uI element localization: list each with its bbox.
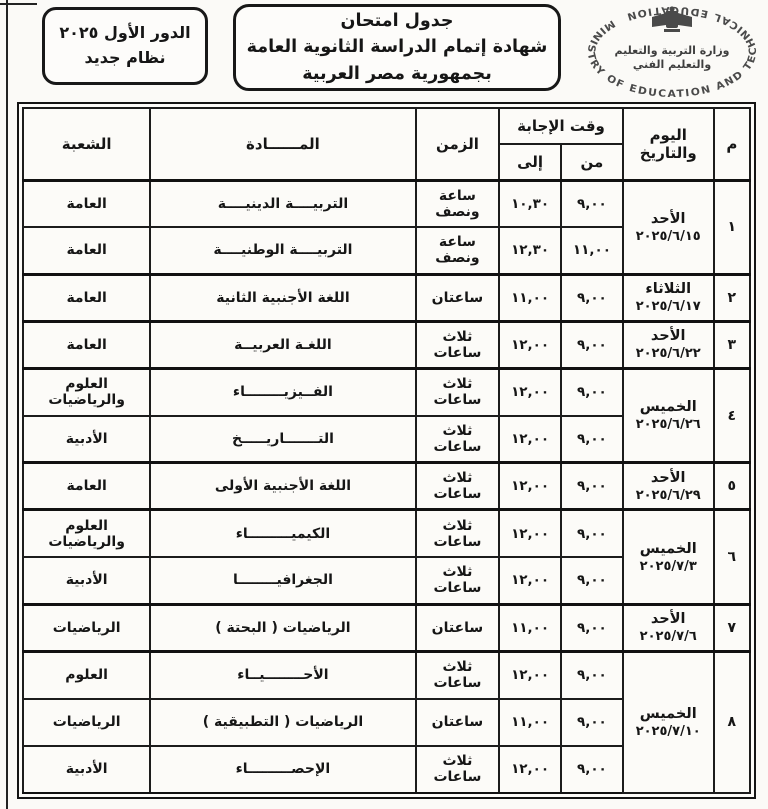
header-branch: الشعبة [23, 108, 150, 180]
page-frame-top-line [0, 3, 37, 5]
day-name: الأحد [650, 210, 686, 227]
duration-cell: ثلاث ساعات [416, 321, 500, 368]
duration-cell: ثلاث ساعات [416, 651, 500, 698]
to-cell: ١٢,٠٠ [499, 651, 561, 698]
from-cell: ٩,٠٠ [561, 604, 623, 651]
from-cell: ٩,٠٠ [561, 274, 623, 321]
from-cell: ٩,٠٠ [561, 510, 623, 557]
subject-cell: الفــيزيــــــــاء [150, 369, 415, 416]
duration-cell: ثلاث ساعات [416, 746, 500, 793]
serial-cell: ٧ [714, 604, 750, 651]
title-line2: شهادة إتمام الدراسة الثانوية العامة [246, 37, 548, 58]
session-line1: الدور الأول ٢٠٢٥ [59, 23, 191, 43]
to-cell: ١٢,٠٠ [499, 557, 561, 604]
header-day-date [623, 108, 714, 180]
day-name: الخميس [639, 540, 697, 557]
ministry-seal-svg [582, 2, 762, 102]
session-line2: نظام جديد [84, 48, 166, 67]
header-to: إلى [499, 144, 561, 180]
date-value: ٢٠٢٥/٧/٦ [639, 629, 697, 645]
subject-cell: التربيــــة الدينيــــة [150, 180, 415, 227]
duration-cell: ساعة ونصف [416, 227, 500, 274]
from-cell: ١١,٠٠ [561, 227, 623, 274]
branch-cell: العلوم والرياضيات [23, 510, 150, 557]
day-date-cell [623, 321, 714, 368]
day-date-cell [623, 510, 714, 604]
day-date-cell [623, 180, 714, 274]
subject-cell: التـــــــاريـــــخ [150, 416, 415, 463]
subject-cell: الكيميـــــــــاء [150, 510, 415, 557]
subject-cell: التربيــــة الوطنيــــة [150, 227, 415, 274]
branch-cell: العامة [23, 227, 150, 274]
day-date-cell [623, 463, 714, 510]
subject-cell: الرياضيات ( التطبيقية ) [150, 699, 415, 746]
duration-cell: ساعتان [416, 604, 500, 651]
branch-cell: العامة [23, 180, 150, 227]
branch-cell: الرياضيات [23, 699, 150, 746]
table-row [23, 321, 750, 368]
header-from: من [561, 144, 623, 180]
date-value: ٢٠٢٥/٧/٣ [639, 558, 697, 574]
day-date-cell [623, 651, 714, 793]
serial-cell: ٥ [714, 463, 750, 510]
day-name: الخميس [639, 705, 697, 722]
table-row [23, 510, 750, 557]
to-cell: ١٠,٣٠ [499, 180, 561, 227]
date-value: ٢٠٢٥/٦/٢٦ [635, 417, 701, 433]
branch-cell: العامة [23, 274, 150, 321]
subject-cell: اللغة الأجنبية الأولى [150, 463, 415, 510]
to-cell: ١٢,٠٠ [499, 369, 561, 416]
day-name: الأحد [650, 328, 686, 345]
header-serial: م [714, 108, 750, 180]
duration-cell: ساعتان [416, 699, 500, 746]
day-name: الثلاثاء [645, 281, 692, 298]
table-row [23, 274, 750, 321]
document-title-box [233, 4, 561, 91]
branch-cell: الأدبية [23, 416, 150, 463]
from-cell: ٩,٠٠ [561, 557, 623, 604]
date-value: ٢٠٢٥/٦/٢٩ [635, 487, 701, 503]
subject-cell: اللغـة العربيــة [150, 321, 415, 368]
duration-cell: ساعة ونصف [416, 180, 500, 227]
branch-cell: العامة [23, 321, 150, 368]
schedule-table-frame [17, 102, 756, 799]
duration-cell: ساعتان [416, 274, 500, 321]
to-cell: ١١,٠٠ [499, 699, 561, 746]
serial-cell: ٤ [714, 369, 750, 463]
to-cell: ١١,٠٠ [499, 604, 561, 651]
branch-cell: الأدبية [23, 557, 150, 604]
from-cell: ٩,٠٠ [561, 321, 623, 368]
to-cell: ١٢,٣٠ [499, 227, 561, 274]
title-line3: بجمهورية مصر العربية [302, 63, 492, 84]
header-answer-time: وقت الإجابة [499, 108, 623, 144]
day-name: الأحد [650, 469, 686, 486]
from-cell: ٩,٠٠ [561, 651, 623, 698]
duration-cell: ثلاث ساعات [416, 369, 500, 416]
table-row [23, 180, 750, 227]
subject-cell: الإحصـــــــــاء [150, 746, 415, 793]
to-cell: ١٢,٠٠ [499, 510, 561, 557]
day-date-cell [623, 369, 714, 463]
branch-cell: العلوم والرياضيات [23, 369, 150, 416]
from-cell: ٩,٠٠ [561, 369, 623, 416]
date-value: ٢٠٢٥/٦/٢٢ [635, 346, 701, 362]
ministry-seal [582, 2, 762, 102]
subject-cell: اللغة الأجنبية الثانية [150, 274, 415, 321]
to-cell: ١٢,٠٠ [499, 463, 561, 510]
header-date: والتاريخ [639, 143, 697, 162]
duration-cell: ثلاث ساعات [416, 416, 500, 463]
serial-cell: ١ [714, 180, 750, 274]
from-cell: ٩,٠٠ [561, 699, 623, 746]
date-value: ٢٠٢٥/٦/١٧ [635, 299, 701, 315]
to-cell: ١١,٠٠ [499, 274, 561, 321]
subject-cell: الرياضيات ( البحتة ) [150, 604, 415, 651]
date-value: ٢٠٢٥/٧/١٠ [635, 723, 701, 739]
seal-center-line1: وزارة التربية والتعليم [614, 44, 730, 57]
serial-cell: ٦ [714, 510, 750, 604]
to-cell: ١٢,٠٠ [499, 746, 561, 793]
serial-cell: ٣ [714, 321, 750, 368]
date-value: ٢٠٢٥/٦/١٥ [635, 228, 701, 244]
branch-cell: الرياضيات [23, 604, 150, 651]
table-row [23, 463, 750, 510]
day-name: الخميس [639, 399, 697, 416]
to-cell: ١٢,٠٠ [499, 321, 561, 368]
day-date-cell [623, 274, 714, 321]
from-cell: ٩,٠٠ [561, 416, 623, 463]
branch-cell: العامة [23, 463, 150, 510]
header-duration: الزمن [416, 108, 500, 180]
from-cell: ٩,٠٠ [561, 180, 623, 227]
seal-ring-text: MINISTRY OF EDUCATION AND TECHNICAL EDUCATION [584, 3, 760, 101]
subject-cell: الجغرافيــــــــا [150, 557, 415, 604]
header-day: اليوم [649, 125, 687, 144]
from-cell: ٩,٠٠ [561, 463, 623, 510]
seal-center-line2: والتعليم الفني [632, 58, 712, 71]
schedule-table [22, 107, 751, 794]
from-cell: ٩,٠٠ [561, 746, 623, 793]
table-row [23, 604, 750, 651]
serial-cell: ٢ [714, 274, 750, 321]
title-line1: جدول امتحان [340, 11, 454, 32]
session-box [42, 7, 208, 85]
branch-cell: الأدبية [23, 746, 150, 793]
duration-cell: ثلاث ساعات [416, 463, 500, 510]
day-name: الأحد [650, 611, 686, 628]
subject-cell: الأحــــــــيــاء [150, 651, 415, 698]
duration-cell: ثلاث ساعات [416, 510, 500, 557]
page-frame-left-line [6, 0, 8, 809]
table-header [23, 108, 750, 180]
to-cell: ١٢,٠٠ [499, 416, 561, 463]
duration-cell: ثلاث ساعات [416, 557, 500, 604]
branch-cell: العلوم [23, 651, 150, 698]
day-date-cell [623, 604, 714, 651]
header-subject: المــــــادة [150, 108, 415, 180]
table-row [23, 369, 750, 416]
table-row [23, 651, 750, 698]
serial-cell: ٨ [714, 651, 750, 793]
